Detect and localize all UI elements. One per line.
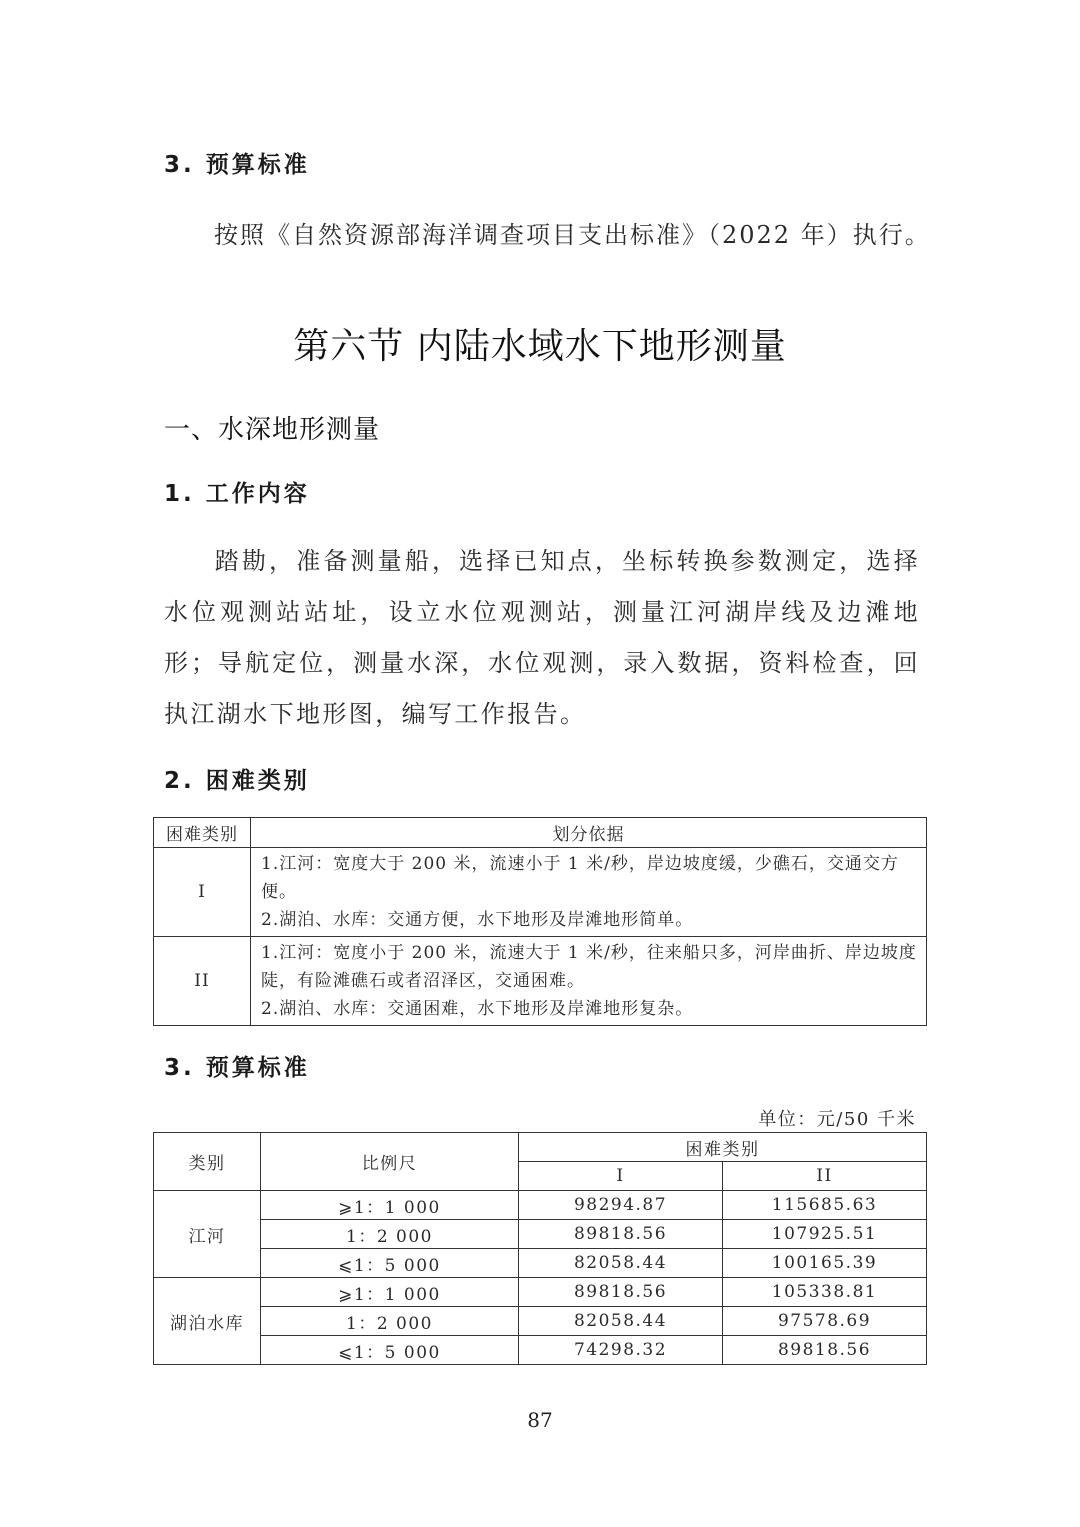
table-row [154, 1307, 927, 1336]
header-scale: 比例尺 [261, 1133, 519, 1191]
criteria-cell [251, 848, 927, 937]
header-difficulty: 困难类别 [519, 1133, 927, 1162]
difficulty-heading: 2. 困难类别 [164, 768, 310, 794]
header-criteria: 划分依据 [251, 818, 927, 848]
budget-text-top: 按照《自然资源部海洋调查项目支出标准》（2022 年）执行。 [214, 221, 931, 249]
value-cell: 115685.63 [723, 1191, 927, 1220]
criteria-cell [251, 937, 927, 1026]
table-row [154, 848, 927, 937]
scale-cell: ⩾1：1 000 [261, 1191, 519, 1220]
work-content-text: 踏勘，准备测量船，选择已知点，坐标转换参数测定，选择水位观测站站址，设立水位观测站，测量江河湖岸线及边滩地形；导航定位，测量水深，水位观测，录入数据，资料检查，回执江湖水下地形图，编写工作报告。 [164, 547, 920, 728]
scale-cell: ⩾1：1 000 [261, 1278, 519, 1307]
category-cell: I [154, 848, 251, 937]
table-row [154, 1191, 927, 1220]
table-row [154, 1249, 927, 1278]
work-content-paragraph [164, 536, 920, 740]
criteria-line: 1.江河：宽度大于 200 米，流速小于 1 米/秒，岸边坡度缓，少礁石，交通交方便。 [261, 854, 899, 902]
budget-heading-top: 3. 预算标准 [164, 152, 310, 178]
header-level-1: I [519, 1162, 723, 1191]
value-cell: 100165.39 [723, 1249, 927, 1278]
criteria-line: 2.湖泊、水库：交通困难，水下地形及岸滩地形复杂。 [261, 999, 694, 1019]
budget-table [153, 1132, 927, 1365]
group-name: 湖泊水库 [154, 1278, 261, 1365]
page-number: 87 [527, 1408, 553, 1432]
scale-cell: 1：2 000 [261, 1220, 519, 1249]
criteria-line: 2.湖泊、水库：交通方便，水下地形及岸滩地形简单。 [261, 910, 694, 930]
header-category: 困难类别 [154, 818, 251, 848]
value-cell: 82058.44 [519, 1249, 723, 1278]
difficulty-table [153, 817, 927, 1026]
group-name: 江河 [154, 1191, 261, 1278]
table-header-row [154, 818, 927, 848]
section-title: 第六节 内陆水域水下地形测量 [293, 326, 787, 367]
header-level-2: II [723, 1162, 927, 1191]
header-type: 类别 [154, 1133, 261, 1191]
scale-cell: ⩽1：5 000 [261, 1336, 519, 1365]
budget-heading: 3. 预算标准 [164, 1055, 310, 1081]
value-cell: 105338.81 [723, 1278, 927, 1307]
criteria-line: 1.江河：宽度小于 200 米，流速大于 1 米/秒，往来船只多，河岸曲折、岸边坡度陡，有险滩礁石或者沼泽区，交通困难。 [261, 943, 917, 991]
value-cell: 82058.44 [519, 1307, 723, 1336]
table-row [154, 1220, 927, 1249]
value-cell: 74298.32 [519, 1336, 723, 1365]
category-cell: II [154, 937, 251, 1026]
scale-cell: ⩽1：5 000 [261, 1249, 519, 1278]
scale-cell: 1：2 000 [261, 1307, 519, 1336]
table-row [154, 937, 927, 1026]
value-cell: 89818.56 [519, 1220, 723, 1249]
table-header-row [154, 1133, 927, 1162]
value-cell: 98294.87 [519, 1191, 723, 1220]
value-cell: 89818.56 [519, 1278, 723, 1307]
value-cell: 97578.69 [723, 1307, 927, 1336]
work-content-heading: 1. 工作内容 [164, 481, 310, 507]
value-cell: 89818.56 [723, 1336, 927, 1365]
table-row [154, 1336, 927, 1365]
unit-label: 单位：元/50 千米 [758, 1109, 916, 1130]
value-cell: 107925.51 [723, 1220, 927, 1249]
part-title: 一、水深地形测量 [164, 415, 381, 445]
table-row [154, 1278, 927, 1307]
